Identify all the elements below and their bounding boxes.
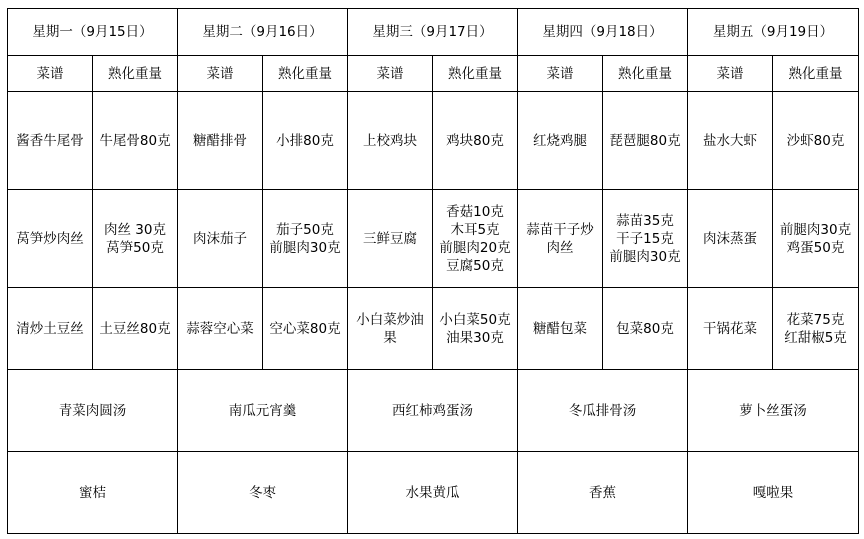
weight-text: 琵琶腿80克: [609, 132, 681, 149]
weight-cell: [93, 190, 178, 288]
dish-cell: [178, 190, 263, 288]
weight-text: 鸡块80克: [446, 132, 504, 149]
dish-name: 莴笋炒肉丝: [16, 230, 84, 247]
weight-header: 熟化重量: [773, 56, 859, 92]
soup-cell: 萝卜丝蛋汤: [688, 370, 859, 452]
soup-cell: 西红柿鸡蛋汤: [348, 370, 518, 452]
day-header: 星期二（9月16日）: [178, 9, 348, 56]
dish-name: 糖醋排骨: [193, 132, 247, 149]
dish-cell: [8, 92, 93, 190]
dish-name: 清炒土豆丝: [16, 320, 84, 337]
dish-cell: [518, 190, 603, 288]
weight-cell: [433, 288, 518, 370]
dish-cell: [688, 288, 773, 370]
soup-row: [8, 370, 859, 452]
weight-text: 木耳5克: [450, 221, 500, 238]
dish-name: 肉丝: [546, 239, 574, 256]
dish-cell: [518, 92, 603, 190]
weight-text: 油果30克: [446, 329, 504, 346]
dish-cell: [348, 92, 433, 190]
day-header: 星期四（9月18日）: [518, 9, 688, 56]
weight-text: 干子15克: [616, 230, 674, 247]
dish-cell: [688, 92, 773, 190]
dish-name: 红烧鸡腿: [533, 132, 587, 149]
dish-name: 糖醋包菜: [533, 320, 587, 337]
weight-header: 熟化重量: [603, 56, 688, 92]
dish-name: 蒜苗干子炒: [526, 221, 594, 238]
weight-text: 牛尾骨80克: [99, 132, 171, 149]
dish-name: 三鲜豆腐: [363, 230, 417, 247]
weight-text: 茄子50克: [276, 221, 334, 238]
sub-header-row: [8, 56, 859, 92]
weight-text: 包菜80克: [616, 320, 674, 337]
weight-cell: [263, 288, 348, 370]
menu-table: [7, 8, 859, 534]
dish-row: [8, 92, 859, 190]
weight-text: 花菜75克: [786, 311, 845, 328]
dish-cell: [8, 288, 93, 370]
dish-name: 小白菜炒油: [356, 311, 424, 328]
weight-cell: [603, 92, 688, 190]
fruit-cell: 水果黄瓜: [348, 452, 518, 534]
day-header: 星期三（9月17日）: [348, 9, 518, 56]
day-header: 星期一（9月15日）: [8, 9, 178, 56]
weight-text: 红甜椒5克: [784, 329, 847, 346]
weight-text: 前腿肉30克: [269, 239, 341, 256]
weight-cell: [263, 92, 348, 190]
fruit-cell: 嘎啦果: [688, 452, 859, 534]
weight-text: 小白菜50克: [439, 311, 511, 328]
weight-cell: [773, 190, 859, 288]
weight-text: 空心菜80克: [269, 320, 341, 337]
fruit-row: [8, 452, 859, 534]
menu-table-body: [8, 9, 859, 534]
weight-cell: [263, 190, 348, 288]
dish-header: 菜谱: [178, 56, 263, 92]
dish-row: [8, 190, 859, 288]
soup-cell: 南瓜元宵羹: [178, 370, 348, 452]
dish-name: 肉沫蒸蛋: [703, 230, 757, 247]
dish-row: [8, 288, 859, 370]
soup-cell: 冬瓜排骨汤: [518, 370, 688, 452]
weight-text: 蒜苗35克: [616, 212, 674, 229]
dish-cell: [8, 190, 93, 288]
weight-text: 豆腐50克: [446, 257, 504, 274]
dish-cell: [178, 92, 263, 190]
dish-header: 菜谱: [688, 56, 773, 92]
weight-header: 熟化重量: [263, 56, 348, 92]
weight-text: 肉丝 30克: [104, 221, 166, 238]
weight-text: 鸡蛋50克: [786, 239, 845, 256]
dish-cell: [348, 288, 433, 370]
dish-header: 菜谱: [8, 56, 93, 92]
dish-cell: [518, 288, 603, 370]
fruit-cell: 冬枣: [178, 452, 348, 534]
weight-cell: [93, 288, 178, 370]
weight-text: 莴笋50克: [106, 239, 164, 256]
weight-text: 香菇10克: [446, 203, 504, 220]
weight-cell: [433, 190, 518, 288]
fruit-cell: 蜜桔: [8, 452, 178, 534]
weight-cell: [433, 92, 518, 190]
dish-name: 果: [383, 329, 397, 346]
dish-name: 肉沫茄子: [193, 230, 247, 247]
dish-name: 上校鸡块: [363, 132, 417, 149]
day-header: 星期五（9月19日）: [688, 9, 859, 56]
dish-header: 菜谱: [518, 56, 603, 92]
weight-cell: [603, 288, 688, 370]
weight-cell: [773, 92, 859, 190]
weight-text: 前腿肉20克: [439, 239, 511, 256]
dish-name: 蒜蓉空心菜: [186, 320, 254, 337]
weight-text: 土豆丝80克: [99, 320, 171, 337]
weight-header: 熟化重量: [433, 56, 518, 92]
fruit-cell: 香蕉: [518, 452, 688, 534]
weight-text: 前腿肉30克: [609, 248, 681, 265]
weight-cell: [93, 92, 178, 190]
dish-cell: [348, 190, 433, 288]
dish-name: 干锅花菜: [703, 320, 757, 337]
day-header-row: [8, 9, 859, 56]
dish-cell: [178, 288, 263, 370]
weight-cell: [773, 288, 859, 370]
dish-header: 菜谱: [348, 56, 433, 92]
weight-text: 前腿肉30克: [779, 221, 852, 238]
dish-name: 盐水大虾: [703, 132, 757, 149]
soup-cell: 青菜肉圆汤: [8, 370, 178, 452]
weight-text: 小排80克: [276, 132, 334, 149]
dish-cell: [688, 190, 773, 288]
dish-name: 酱香牛尾骨: [16, 132, 84, 149]
weight-cell: [603, 190, 688, 288]
weight-header: 熟化重量: [93, 56, 178, 92]
weight-text: 沙虾80克: [786, 132, 845, 149]
